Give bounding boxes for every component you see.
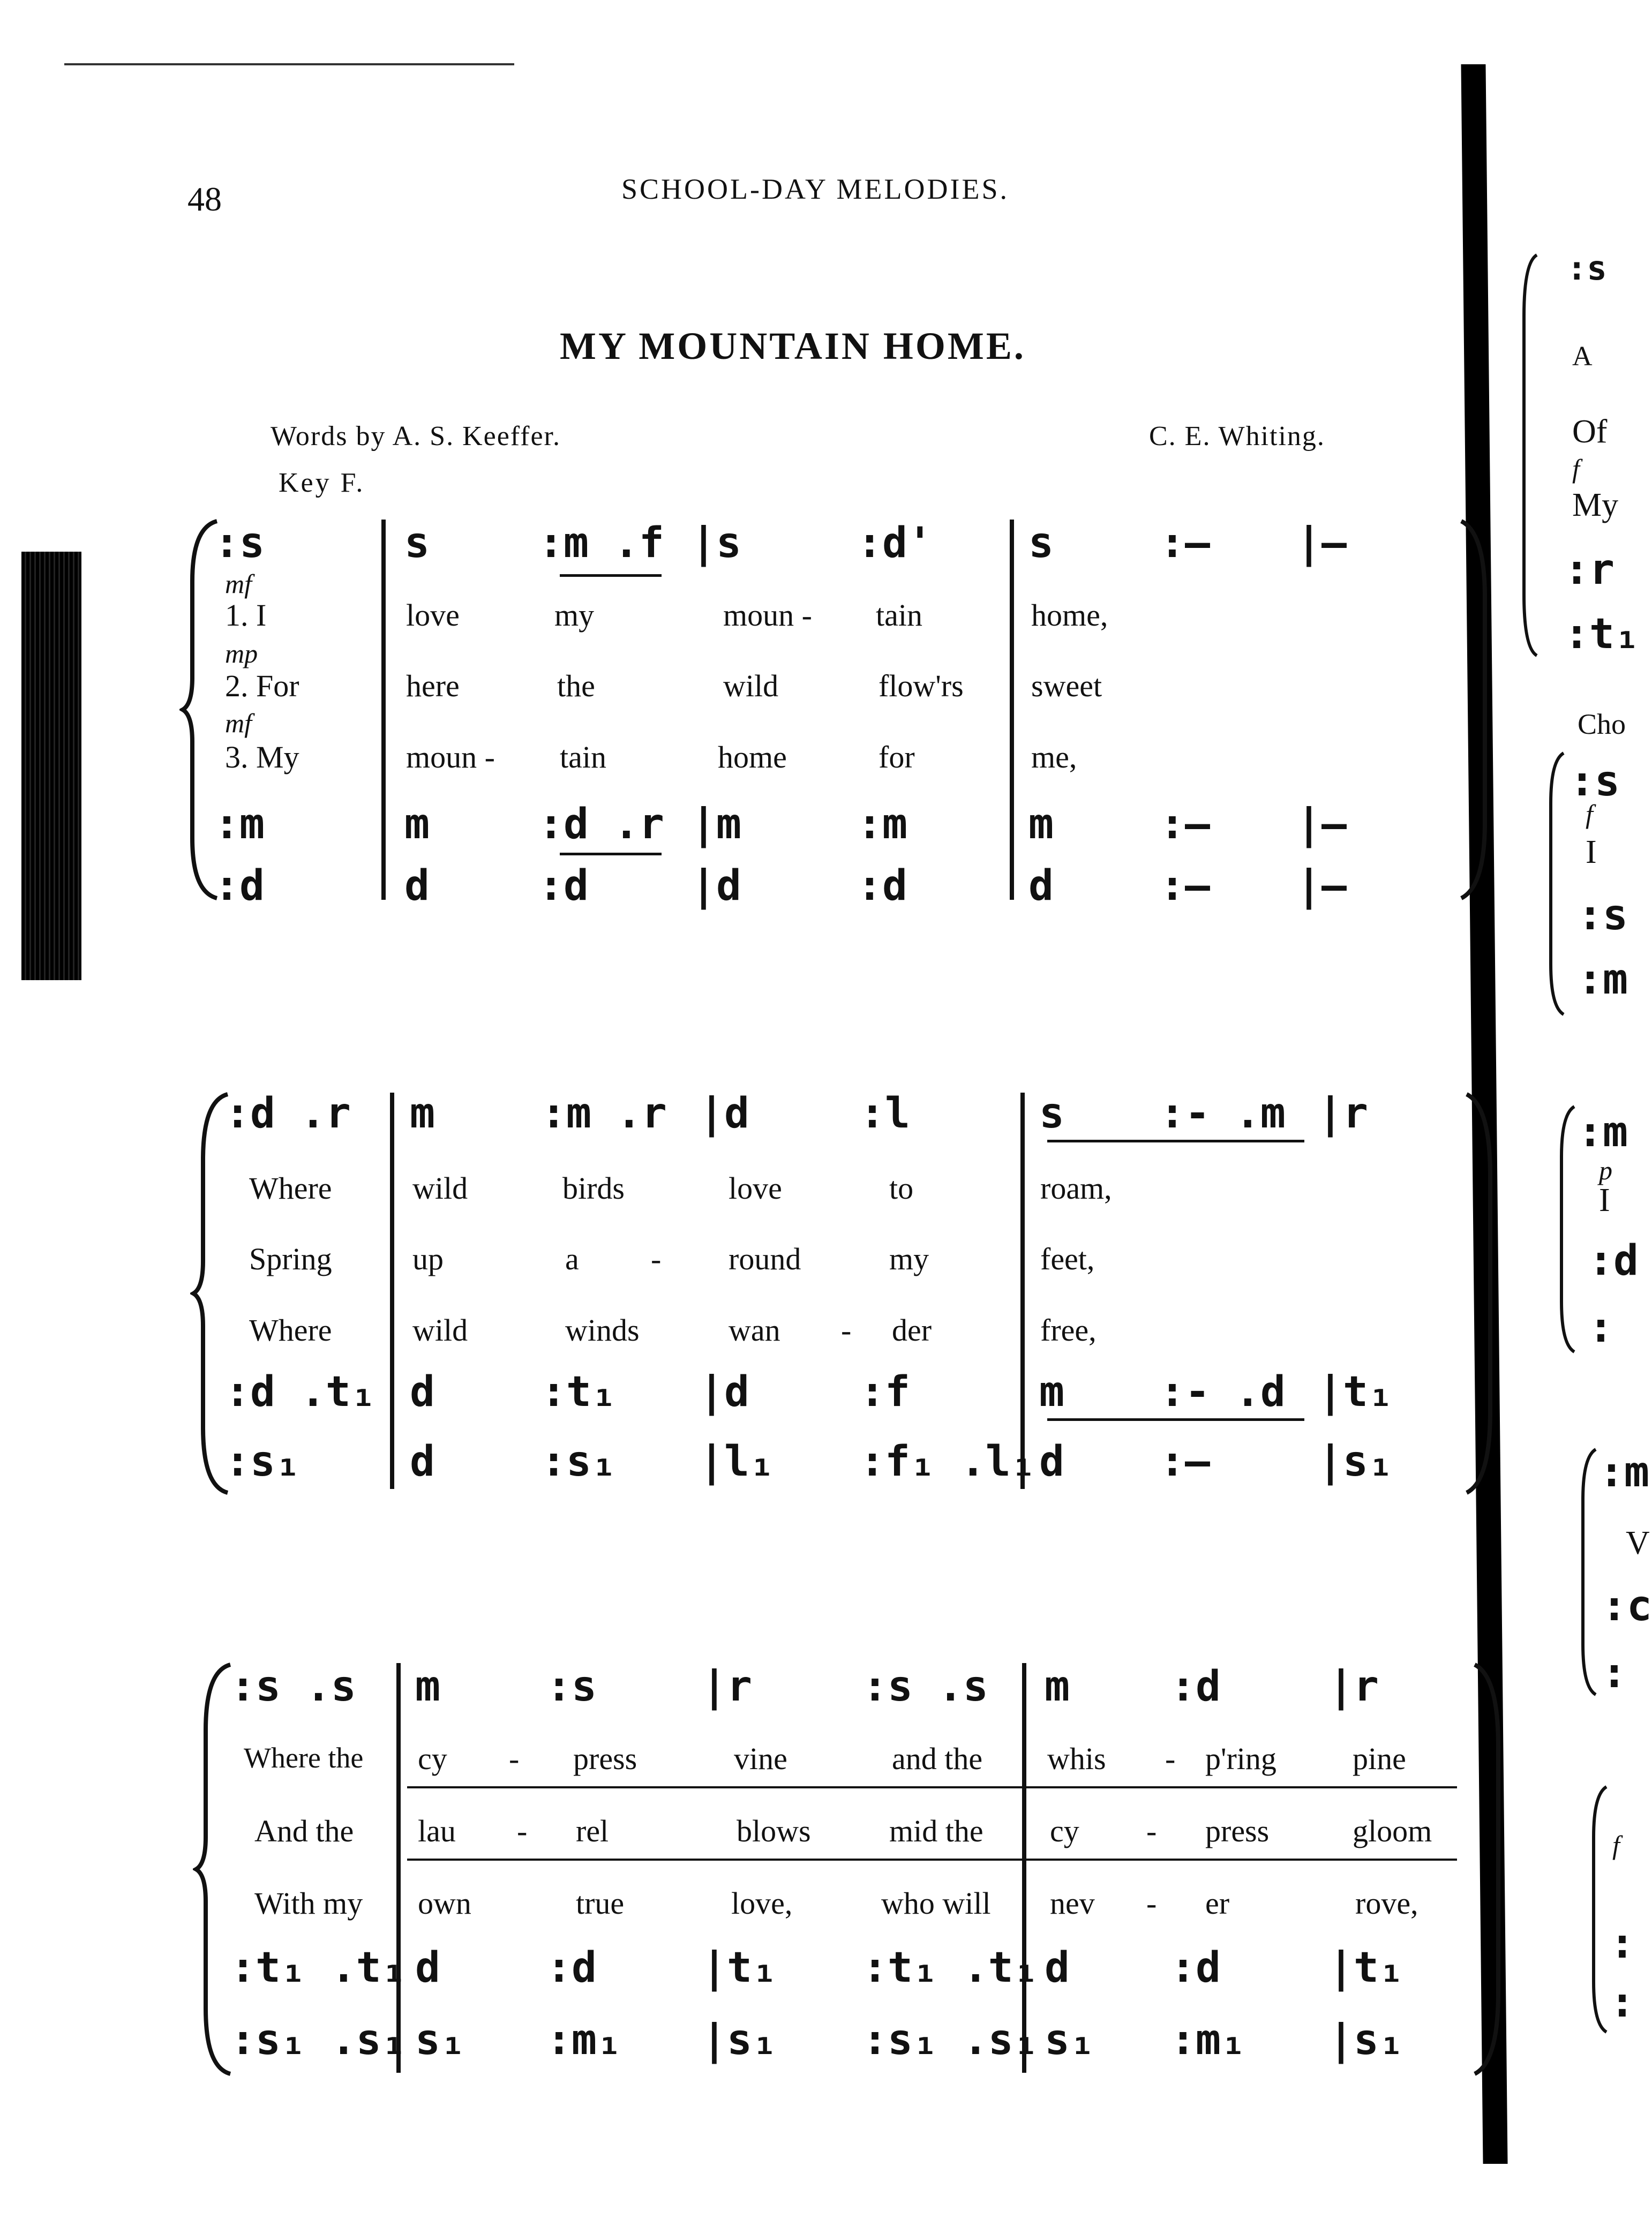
lyric: er	[1205, 1886, 1230, 1921]
lyric: own	[418, 1886, 471, 1921]
alto-note: d	[1045, 1944, 1070, 1992]
soprano-note: :s .s	[230, 1663, 356, 1711]
lyric: for	[878, 740, 915, 774]
fragment: V	[1626, 1525, 1650, 1561]
alto-note: |m	[691, 800, 741, 848]
alto-note: |d	[699, 1368, 749, 1416]
bass-note: |s₁	[1318, 1438, 1393, 1486]
lyric: tain	[560, 740, 606, 774]
fragment: :c	[1602, 1582, 1652, 1630]
alto-note: :t₁	[541, 1368, 617, 1416]
slur-line	[1047, 1140, 1304, 1142]
lyric: 3. My	[225, 740, 299, 774]
bass-note: :d	[857, 862, 907, 910]
alto-note: |t₁	[702, 1944, 777, 1992]
system-1-right-brace	[1457, 517, 1495, 902]
lyric: home,	[1031, 598, 1108, 633]
fragment: Cho	[1578, 708, 1626, 740]
lyric: love,	[731, 1886, 793, 1921]
barline	[381, 520, 386, 900]
lyric: wild	[412, 1313, 468, 1348]
lyric: p'ring	[1205, 1741, 1276, 1776]
bass-note: d	[1028, 862, 1054, 910]
lyric: 2. For	[225, 668, 299, 703]
dynamic-mark: mf	[225, 708, 252, 738]
fragment: :d	[1588, 1237, 1639, 1285]
lyric: wild	[723, 668, 779, 703]
barline	[1022, 1663, 1026, 2073]
bass-note: |l₁	[699, 1438, 775, 1486]
alto-note: :d	[1170, 1944, 1221, 1992]
next-page-brace	[1519, 252, 1540, 659]
lyric: birds	[562, 1171, 625, 1206]
lyric: moun -	[723, 598, 812, 633]
fragment: I	[1586, 834, 1597, 870]
lyric: free,	[1040, 1313, 1097, 1348]
soprano-note: :s	[546, 1663, 597, 1711]
tie-line	[560, 853, 662, 855]
bass-note: d	[410, 1438, 435, 1486]
lyric: press	[1205, 1814, 1270, 1848]
tie-line	[560, 574, 662, 577]
page-number: 48	[187, 180, 222, 218]
system-3-left-brace	[193, 1660, 236, 2078]
alto-note: :- .d	[1160, 1368, 1286, 1416]
lyric: wild	[412, 1171, 468, 1206]
lyric: cy	[418, 1741, 447, 1776]
bass-note: s₁	[415, 2016, 465, 2064]
lyric: -	[509, 1741, 520, 1776]
soprano-note: |r	[702, 1663, 752, 1711]
system-2-right-brace	[1462, 1090, 1500, 1497]
alto-note: :m	[214, 800, 265, 848]
lyric: my	[889, 1242, 929, 1276]
lyric: flow'rs	[878, 668, 964, 703]
lyric: sweet	[1031, 668, 1102, 703]
lyric: the	[557, 668, 595, 703]
bass-note: |d	[691, 862, 741, 910]
lyric: rove,	[1355, 1886, 1418, 1921]
fragment: :m	[1578, 956, 1628, 1004]
lyric: Where the	[244, 1742, 364, 1774]
bass-note: :—	[1160, 862, 1210, 910]
next-page-brace	[1578, 1446, 1599, 1698]
lyric: to	[889, 1171, 914, 1206]
next-page-brace	[1545, 750, 1567, 1018]
soprano-note: s	[1039, 1089, 1064, 1138]
fragment: :s	[1570, 757, 1620, 806]
running-title: SCHOOL-DAY MELODIES.	[621, 173, 1010, 205]
alto-note: :d	[546, 1944, 597, 1992]
bass-note: |—	[1296, 862, 1347, 910]
lyric: rel	[576, 1814, 609, 1848]
soprano-note: |r	[1318, 1089, 1368, 1138]
lyric: who will	[881, 1886, 991, 1921]
soprano-note: :d	[1170, 1663, 1221, 1711]
key-signature: Key F.	[279, 468, 365, 498]
barline	[396, 1663, 401, 2073]
alto-note: |t₁	[1328, 1944, 1404, 1992]
soprano-note: m	[1045, 1663, 1070, 1711]
fragment: I	[1599, 1182, 1610, 1218]
lyric: love	[406, 598, 460, 633]
lyric: press	[573, 1741, 637, 1776]
soprano-note: |d	[699, 1089, 749, 1138]
barline	[1020, 1093, 1025, 1489]
soprano-note: :—	[1160, 519, 1210, 567]
alto-note: m	[404, 800, 430, 848]
lyric: lau	[418, 1814, 456, 1848]
lyric: mid the	[889, 1814, 983, 1848]
lyric: wan	[729, 1313, 780, 1348]
lyric: der	[892, 1313, 932, 1348]
lyric: and the	[892, 1741, 983, 1776]
lyric: home	[718, 740, 787, 774]
lyric: cy	[1050, 1814, 1079, 1848]
alto-note: m	[1028, 800, 1054, 848]
lyric: -	[1165, 1741, 1176, 1776]
lyric: whis	[1047, 1741, 1106, 1776]
alto-note: d	[415, 1944, 440, 1992]
system-3-right-brace	[1470, 1660, 1508, 2078]
alto-note: :t₁ .t₁	[862, 1944, 1039, 1992]
dynamic-mark: mp	[225, 638, 258, 668]
system-2-left-brace	[190, 1090, 233, 1497]
fragment: :	[1588, 1304, 1613, 1352]
alto-note: :m	[857, 800, 907, 848]
lyric: a	[565, 1242, 579, 1276]
lyric: here	[406, 668, 460, 703]
lyric: feet,	[1040, 1242, 1095, 1276]
soprano-note: :d'	[857, 519, 933, 567]
soprano-note: m	[410, 1089, 435, 1138]
fragment: :r	[1564, 546, 1615, 594]
underline-rule	[407, 1859, 1457, 1861]
lyric: pine	[1353, 1741, 1406, 1776]
soprano-note: :m .f	[538, 519, 664, 567]
lyric: -	[1146, 1886, 1157, 1921]
lyric: gloom	[1353, 1814, 1432, 1848]
lyric: true	[576, 1886, 625, 1921]
bass-note: :s₁ .s₁	[230, 2016, 407, 2064]
lyric: round	[729, 1242, 801, 1276]
bass-note: :d	[214, 862, 265, 910]
lyric: -	[841, 1313, 852, 1348]
bass-note: |s₁	[1328, 2016, 1404, 2064]
alto-note: |—	[1296, 800, 1347, 848]
bass-note: |s₁	[702, 2016, 777, 2064]
bass-note: :m₁	[546, 2016, 622, 2064]
lyricist-credit: Words by A. S. Keeffer.	[271, 421, 561, 452]
lyric: -	[651, 1242, 662, 1276]
bass-note: :s₁	[225, 1438, 301, 1486]
soprano-note: m	[415, 1663, 440, 1711]
soprano-note: :d .r	[225, 1089, 351, 1138]
fragment: :m	[1578, 1108, 1628, 1156]
lyric: blows	[737, 1814, 811, 1848]
bass-note: d	[1039, 1438, 1064, 1486]
underline-rule	[407, 1786, 1457, 1788]
bass-note: :s₁ .s₁	[862, 2016, 1039, 2064]
fragment: :	[1602, 1649, 1627, 1697]
lyric: me,	[1031, 740, 1077, 774]
bass-note: :f₁ .l₁	[860, 1438, 1036, 1486]
bass-note: :d	[538, 862, 589, 910]
lyric: vine	[734, 1741, 787, 1776]
soprano-note: s	[1028, 519, 1054, 567]
fragment: A	[1572, 341, 1593, 372]
fragment: f	[1572, 454, 1580, 484]
lyric: tain	[876, 598, 922, 633]
dynamic-mark: mf	[225, 569, 252, 599]
top-rule	[64, 63, 514, 65]
soprano-note: :s	[214, 519, 265, 567]
lyric: roam,	[1040, 1171, 1112, 1206]
lyric: my	[554, 598, 595, 633]
alto-note: :d .t₁	[225, 1368, 376, 1416]
fragment: Of	[1572, 413, 1608, 450]
barline	[390, 1093, 394, 1489]
bass-note: :—	[1160, 1438, 1210, 1486]
song-title: MY MOUNTAIN HOME.	[560, 325, 1026, 367]
alto-note: |t₁	[1318, 1368, 1393, 1416]
fragment: f	[1586, 799, 1593, 829]
lyric: winds	[565, 1313, 640, 1348]
lyric: Where	[249, 1313, 332, 1348]
fragment: :t₁	[1564, 610, 1640, 658]
fragment: p	[1599, 1155, 1612, 1185]
lyric: Where	[249, 1171, 332, 1206]
soprano-note: :m .r	[541, 1089, 667, 1138]
soprano-note: :l	[860, 1089, 910, 1138]
fragment: :s	[1578, 891, 1628, 939]
soprano-note: |—	[1296, 519, 1347, 567]
lyric: nev	[1050, 1886, 1095, 1921]
lyric: 1. I	[225, 598, 267, 633]
fragment: :	[1610, 1979, 1635, 2027]
lyric: love	[729, 1171, 782, 1206]
soprano-note: :- .m	[1160, 1089, 1286, 1138]
next-page-brace	[1556, 1103, 1578, 1355]
soprano-note: s	[404, 519, 430, 567]
fragment: My	[1572, 487, 1619, 523]
bass-note: :s₁	[541, 1438, 617, 1486]
fragment: f	[1612, 1830, 1620, 1860]
lyric: -	[517, 1814, 528, 1848]
soprano-note: |r	[1328, 1663, 1379, 1711]
lyric: up	[412, 1242, 444, 1276]
lyric: moun -	[406, 740, 495, 774]
lyric: Spring	[249, 1242, 332, 1276]
lyric: -	[1146, 1814, 1157, 1848]
bass-note: d	[404, 862, 430, 910]
fragment: :	[1610, 1920, 1635, 1968]
alto-note: :f	[860, 1368, 910, 1416]
alto-note: :—	[1160, 800, 1210, 848]
fragment: :m	[1599, 1448, 1649, 1496]
alto-note: :t₁ .t₁	[230, 1944, 407, 1992]
binding-shadow	[21, 552, 81, 980]
bass-note: s₁	[1045, 2016, 1095, 2064]
soprano-note: :s .s	[862, 1663, 988, 1711]
barline	[1010, 520, 1014, 900]
next-page-brace	[1588, 1784, 1610, 2035]
soprano-note: |s	[691, 519, 741, 567]
bass-note: :m₁	[1170, 2016, 1246, 2064]
composer-credit: C. E. Whiting.	[1149, 421, 1325, 452]
alto-note: m	[1039, 1368, 1064, 1416]
lyric: With my	[254, 1886, 363, 1921]
alto-note: d	[410, 1368, 435, 1416]
fragment: :s	[1567, 249, 1607, 288]
alto-note: :d .r	[538, 800, 664, 848]
lyric: And the	[254, 1814, 354, 1848]
slur-line	[1047, 1418, 1304, 1421]
